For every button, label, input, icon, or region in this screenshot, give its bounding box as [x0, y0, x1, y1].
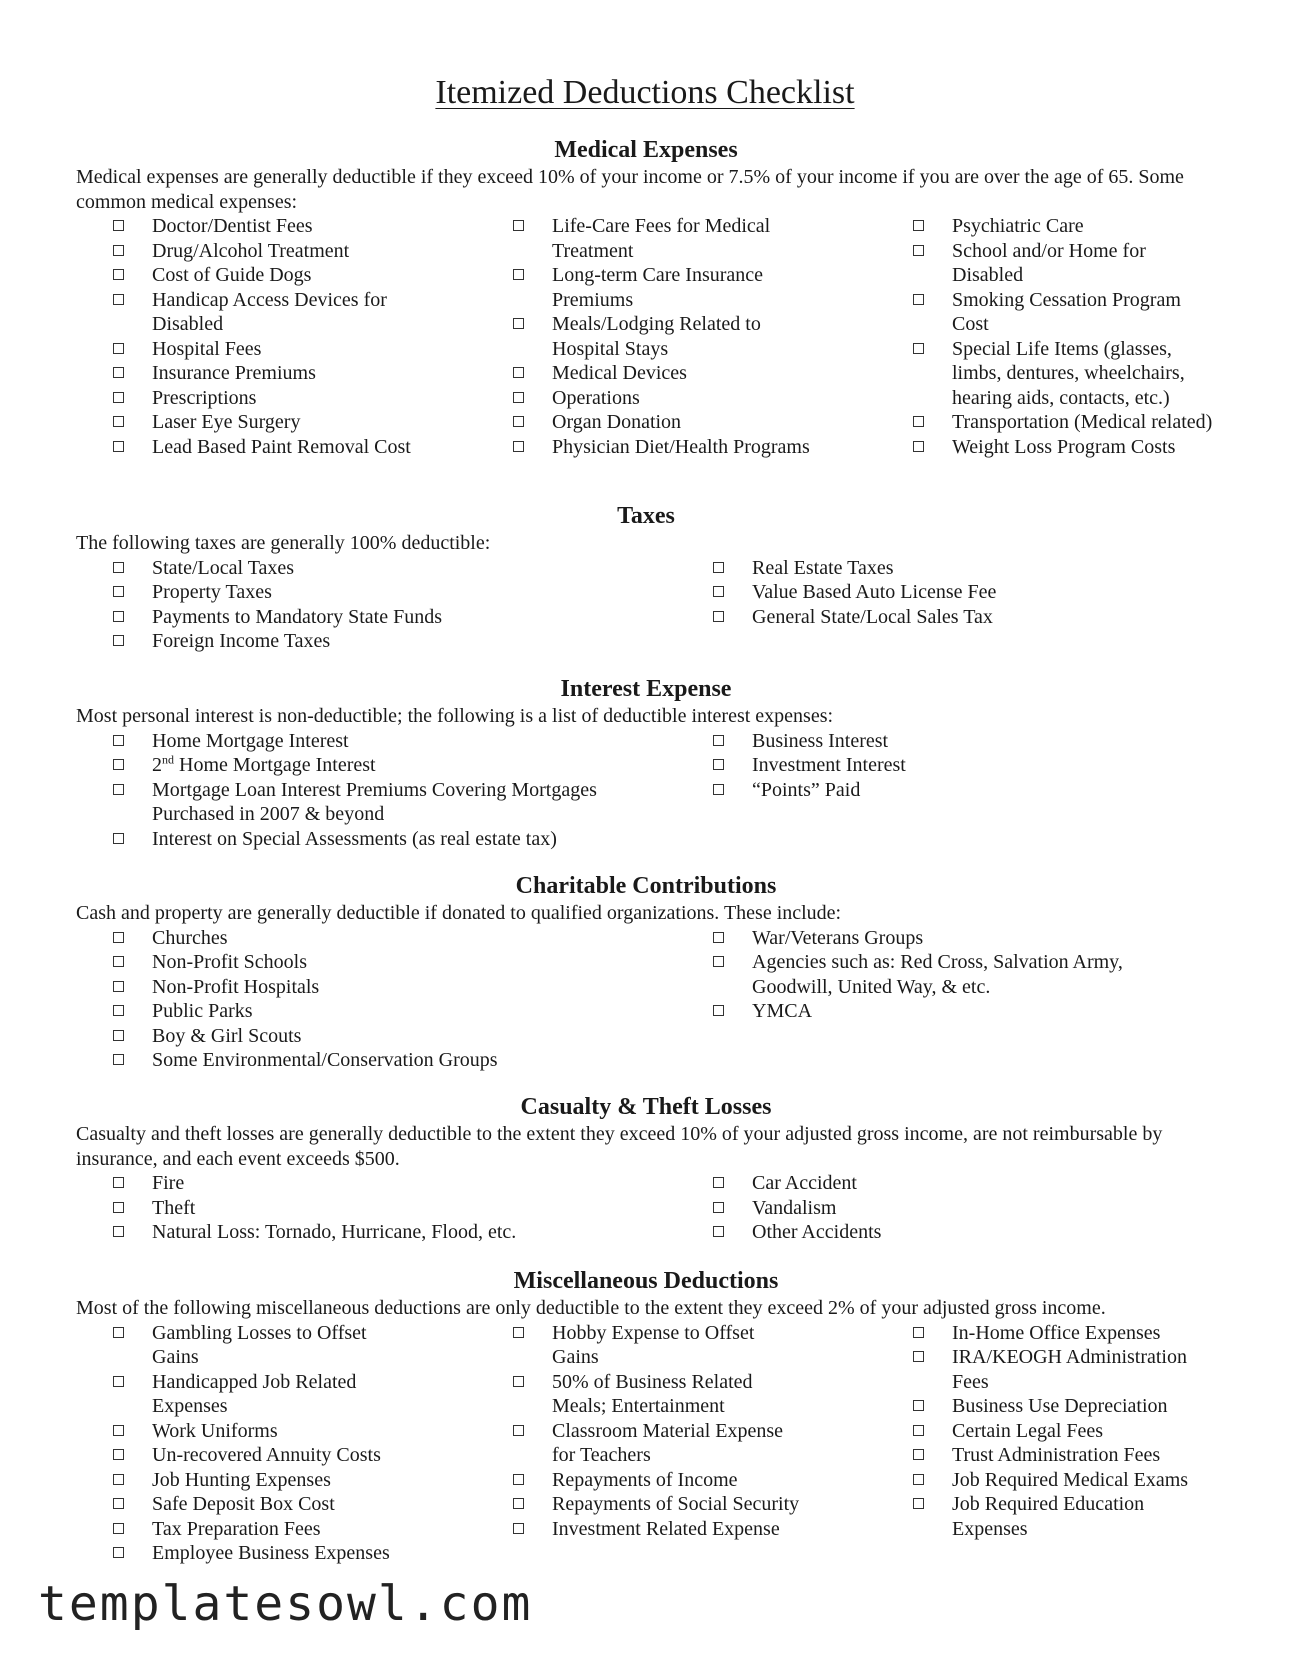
checklist-item[interactable]	[76, 778, 612, 827]
checkbox-icon[interactable]	[513, 318, 524, 329]
checklist-item[interactable]	[476, 1468, 802, 1493]
checklist-item[interactable]	[876, 1321, 1216, 1346]
checklist-item-label: Meals/Lodging Related to Hospital Stays	[552, 313, 761, 360]
checklist-item[interactable]	[76, 263, 462, 288]
checklist-item-label: Fire	[152, 1172, 185, 1194]
checklist-item[interactable]	[76, 753, 612, 778]
checkbox-icon[interactable]	[113, 367, 124, 378]
checkbox-icon[interactable]	[913, 441, 924, 452]
checklist-item-label: Investment Interest	[752, 754, 906, 776]
checklist-item-label: IRA/KEOGH Administration Fees	[952, 1346, 1187, 1393]
section-intro: Cash and property are generally deductible if donated to qualified organizations. These include:	[76, 902, 842, 924]
checkbox-icon[interactable]	[113, 635, 124, 646]
checkbox-icon[interactable]	[113, 1547, 124, 1558]
checkbox-icon[interactable]	[713, 562, 724, 573]
checklist-item-label: Operations	[552, 386, 640, 409]
checklist-item[interactable]	[76, 629, 672, 654]
checkbox-icon[interactable]	[513, 1327, 524, 1338]
checklist-item[interactable]	[476, 1321, 802, 1370]
checkbox-icon[interactable]	[113, 611, 124, 622]
checklist-item-label: State/Local Taxes	[152, 556, 295, 579]
checklist	[76, 214, 1216, 480]
checklist-item[interactable]	[476, 1492, 802, 1517]
checkbox-icon[interactable]	[513, 1498, 524, 1509]
checklist-item[interactable]	[476, 410, 822, 435]
checklist-item-label: Tax Preparation Fees	[152, 1517, 321, 1540]
checklist-item[interactable]	[476, 312, 822, 361]
checklist-item[interactable]	[76, 1492, 392, 1517]
section-taxes	[76, 501, 1216, 654]
checklist-item-label: Handicapped Job Related Expenses	[152, 1370, 357, 1417]
checklist	[76, 1171, 1216, 1245]
checklist-item-label: YMCA	[752, 1000, 813, 1022]
checkbox-icon[interactable]	[713, 932, 724, 943]
checkbox-icon[interactable]	[113, 416, 124, 427]
checkbox-icon[interactable]	[513, 1474, 524, 1485]
checklist-item[interactable]	[76, 1321, 392, 1370]
checkbox-icon[interactable]	[113, 343, 124, 354]
checklist-item-label: Business Interest	[752, 729, 889, 752]
checkbox-icon[interactable]	[113, 1177, 124, 1188]
checkbox-icon[interactable]	[713, 1177, 724, 1188]
checklist-item[interactable]	[476, 1370, 802, 1419]
section-heading: Miscellaneous Deductions	[513, 1268, 779, 1294]
checklist-item[interactable]	[476, 1517, 802, 1542]
checkbox-icon[interactable]	[713, 1226, 724, 1237]
checklist-item-label: Insurance Premiums	[152, 362, 316, 384]
checklist-item[interactable]	[676, 753, 1212, 778]
checkbox-icon[interactable]	[113, 220, 124, 231]
checklist-item[interactable]	[76, 999, 672, 1024]
checklist-item[interactable]	[76, 729, 612, 754]
checkbox-icon[interactable]	[913, 1400, 924, 1411]
checklist-item[interactable]	[76, 827, 612, 852]
section-heading: Medical Expenses	[554, 137, 738, 163]
checklist-item[interactable]	[76, 1443, 392, 1468]
checkbox-icon[interactable]	[113, 245, 124, 256]
checklist-item-label: Job Required Medical Exams	[952, 1468, 1189, 1491]
checklist-item[interactable]	[76, 337, 462, 362]
checkbox-icon[interactable]	[113, 1425, 124, 1436]
checklist-item-label: General State/Local Sales Tax	[752, 605, 993, 628]
section-miscellaneous-deductions	[76, 1266, 1216, 1566]
checklist-item-label: Organ Donation	[552, 411, 682, 433]
checklist-item[interactable]	[76, 950, 672, 975]
checklist-item[interactable]	[76, 288, 462, 337]
checklist-item[interactable]	[76, 1196, 672, 1221]
checklist-item-label: Non-Profit Hospitals	[152, 975, 320, 998]
checkbox-icon[interactable]	[113, 833, 124, 844]
checkbox-icon[interactable]	[713, 735, 724, 746]
checkbox-icon[interactable]	[513, 1523, 524, 1534]
checklist-item-label: Vandalism	[752, 1196, 837, 1219]
checkbox-icon[interactable]	[113, 269, 124, 280]
checklist-item[interactable]	[76, 1048, 672, 1073]
checklist-item[interactable]	[76, 556, 672, 581]
section-intro: Medical expenses are generally deductible if they exceed 10% of your income or 7.5% of your income if you are over the age of 65. Some common medical expenses:	[76, 166, 1184, 213]
checklist-item-label: Prescriptions	[152, 386, 257, 409]
section-heading: Interest Expense	[560, 676, 732, 702]
checklist-item-label: Lead Based Paint Removal Cost	[152, 435, 411, 458]
checklist	[76, 729, 1216, 851]
checklist-item-label: Hospital Fees	[152, 337, 262, 360]
checkbox-icon[interactable]	[713, 784, 724, 795]
checkbox-icon[interactable]	[913, 1351, 924, 1362]
checkbox-icon[interactable]	[913, 1474, 924, 1485]
checkbox-icon[interactable]	[113, 1449, 124, 1460]
checklist-item[interactable]	[76, 1171, 672, 1196]
checklist-item-label: Transportation (Medical related)	[952, 411, 1213, 433]
section-intro: Casualty and theft losses are generally deductible to the extent they exceed 10% of your adjusted gross income, are not reimbursable by insurance, and each event exceeds $500.	[76, 1123, 1163, 1170]
checkbox-icon[interactable]	[913, 416, 924, 427]
checklist-item[interactable]	[876, 435, 1216, 460]
checklist-item-label: Smoking Cessation Program Cost	[952, 288, 1181, 335]
checklist-item-label: Agencies such as: Red Cross, Salvation Army, Goodwill, United Way, & etc.	[752, 951, 1123, 998]
checklist-item[interactable]	[876, 1419, 1216, 1444]
checklist-item-label: 50% of Business Related Meals; Entertainment	[552, 1370, 753, 1417]
checklist-item-label: Theft	[152, 1196, 196, 1219]
checklist	[76, 926, 1216, 1073]
checkbox-icon[interactable]	[113, 1498, 124, 1509]
checklist	[76, 1321, 1216, 1566]
checklist-item[interactable]	[676, 556, 1212, 581]
checklist-item[interactable]	[76, 1370, 392, 1419]
checklist-item-label: Public Parks	[152, 1000, 253, 1022]
checkbox-icon[interactable]	[113, 562, 124, 573]
section-intro: The following taxes are generally 100% deductible:	[76, 532, 491, 554]
checklist-item-label: Business Use Depreciation	[952, 1395, 1168, 1417]
section-medical-expenses	[76, 135, 1216, 480]
section-heading: Charitable Contributions	[515, 873, 777, 899]
checklist-item[interactable]	[876, 1443, 1216, 1468]
checklist-item[interactable]	[476, 361, 822, 386]
checklist-item[interactable]	[476, 435, 822, 460]
checklist-item-label: Natural Loss: Tornado, Hurricane, Flood, etc.	[152, 1221, 517, 1243]
checkbox-icon[interactable]	[713, 956, 724, 967]
checklist-item-label: Doctor/Dentist Fees	[152, 215, 313, 237]
checklist-item[interactable]	[876, 1492, 1216, 1541]
checklist-item-label: Trust Administration Fees	[952, 1444, 1161, 1466]
checklist-item-label: Job Required Education Expenses	[952, 1493, 1145, 1540]
checklist	[76, 556, 1216, 654]
checklist-item[interactable]	[476, 386, 822, 411]
section-casualty-theft-losses	[76, 1092, 1216, 1245]
checkbox-icon[interactable]	[513, 367, 524, 378]
checklist-item[interactable]	[876, 410, 1216, 435]
checklist-item[interactable]	[876, 214, 1216, 239]
checklist-item[interactable]	[676, 950, 1162, 999]
watermark-text: templatesowl.com	[38, 1576, 533, 1632]
checkbox-icon[interactable]	[113, 784, 124, 795]
checkbox-icon[interactable]	[113, 1054, 124, 1065]
checklist-item-label: Car Accident	[752, 1172, 857, 1194]
checklist-item[interactable]	[676, 1220, 1212, 1245]
checklist-item-label: Real Estate Taxes	[752, 556, 894, 579]
checklist-item-label: War/Veterans Groups	[752, 926, 924, 949]
checklist-item-label: Employee Business Expenses	[152, 1542, 390, 1564]
checklist-item[interactable]	[76, 1517, 392, 1542]
checkbox-icon[interactable]	[713, 586, 724, 597]
checklist-item-label: Payments to Mandatory State Funds	[152, 605, 442, 628]
checkbox-icon[interactable]	[513, 220, 524, 231]
checkbox-icon[interactable]	[113, 1327, 124, 1338]
checklist-item[interactable]	[876, 288, 1216, 337]
checklist-item-label: Un-recovered Annuity Costs	[152, 1444, 381, 1466]
page-title: Itemized Deductions Checklist	[435, 74, 855, 111]
checklist-item-label: Job Hunting Expenses	[152, 1468, 331, 1491]
checklist-item-label: Classroom Material Expense for Teachers	[552, 1419, 784, 1466]
checklist-item-label: Laser Eye Surgery	[152, 411, 301, 433]
section-charitable-contributions	[76, 871, 1216, 1073]
checklist-item[interactable]	[76, 410, 462, 435]
checklist-item[interactable]	[676, 605, 1212, 630]
checkbox-icon[interactable]	[113, 1474, 124, 1485]
section-heading: Casualty & Theft Losses	[520, 1094, 772, 1120]
checklist-item[interactable]	[676, 1171, 1212, 1196]
checkbox-icon[interactable]	[113, 1226, 124, 1237]
checklist-item[interactable]	[676, 778, 1212, 803]
checklist-item[interactable]	[76, 1541, 392, 1566]
checklist-item[interactable]	[76, 386, 462, 411]
checklist-item-label: In-Home Office Expenses	[952, 1321, 1161, 1344]
checklist-item-label: Cost of Guide Dogs	[152, 264, 312, 286]
checklist-item-label: Gambling Losses to Offset Gains	[152, 1321, 367, 1368]
checkbox-icon[interactable]	[713, 611, 724, 622]
checkbox-icon[interactable]	[913, 294, 924, 305]
checklist-item[interactable]	[676, 926, 1162, 951]
checkbox-icon[interactable]	[113, 759, 124, 770]
checklist-item-label: Interest on Special Assessments (as real estate tax)	[152, 827, 557, 850]
checklist-item[interactable]	[76, 239, 462, 264]
checklist-item[interactable]	[76, 580, 672, 605]
section-intro: Most of the following miscellaneous deductions are only deductible to the extent they exceed 2% of your adjusted gross income.	[76, 1297, 1106, 1319]
checklist-item[interactable]	[876, 1394, 1216, 1419]
checklist-item-label: Drug/Alcohol Treatment	[152, 239, 350, 262]
checklist-item-label: Other Accidents	[752, 1221, 882, 1243]
checkbox-icon[interactable]	[113, 441, 124, 452]
checkbox-icon[interactable]	[713, 1202, 724, 1213]
checklist-item-label: Mortgage Loan Interest Premiums Covering Mortgages Purchased in 2007 & beyond	[152, 778, 597, 825]
checklist-item-label: School and/or Home for Disabled	[952, 239, 1146, 286]
checklist-item-label: Value Based Auto License Fee	[752, 581, 997, 603]
checklist-item[interactable]	[76, 605, 672, 630]
checklist-item[interactable]	[876, 1345, 1216, 1394]
checklist-item-label: Special Life Items (glasses, limbs, dentures, wheelchairs, hearing aids, contacts, etc.)	[952, 337, 1185, 409]
checkbox-icon[interactable]	[113, 1523, 124, 1534]
checkbox-icon[interactable]	[113, 981, 124, 992]
checkbox-icon[interactable]	[913, 1449, 924, 1460]
checklist-item-label: Medical Devices	[552, 362, 687, 384]
checkbox-icon[interactable]	[113, 392, 124, 403]
checkbox-icon[interactable]	[513, 1425, 524, 1436]
checklist-item[interactable]	[876, 239, 1216, 288]
checkbox-icon[interactable]	[113, 1005, 124, 1016]
checklist-item[interactable]	[76, 975, 672, 1000]
checklist-item[interactable]	[676, 729, 1212, 754]
checkbox-icon[interactable]	[513, 441, 524, 452]
checkbox-icon[interactable]	[913, 245, 924, 256]
checklist-item-label: Hobby Expense to Offset Gains	[552, 1321, 755, 1368]
checklist-item[interactable]	[476, 263, 822, 312]
checklist-item-label: Weight Loss Program Costs	[952, 435, 1176, 458]
checklist-item-label: Repayments of Social Security	[552, 1493, 800, 1515]
checklist-item-label: Property Taxes	[152, 581, 272, 603]
checkbox-icon[interactable]	[513, 416, 524, 427]
checkbox-icon[interactable]	[113, 956, 124, 967]
checklist-item[interactable]	[476, 1419, 802, 1468]
checklist-item-label: Repayments of Income	[552, 1468, 738, 1491]
checkbox-icon[interactable]	[113, 1376, 124, 1387]
checkbox-icon[interactable]	[713, 1005, 724, 1016]
checklist-item-label: Handicap Access Devices for Disabled	[152, 288, 387, 335]
checkbox-icon[interactable]	[913, 220, 924, 231]
checklist-item[interactable]	[76, 1220, 672, 1245]
checkbox-icon[interactable]	[113, 1202, 124, 1213]
checklist-item-label: Foreign Income Taxes	[152, 630, 331, 652]
checklist-item-label: Some Environmental/Conservation Groups	[152, 1049, 498, 1071]
checklist-item[interactable]	[76, 361, 462, 386]
checklist-item-label: Work Uniforms	[152, 1419, 278, 1442]
checklist-item-label: Boy & Girl Scouts	[152, 1024, 302, 1047]
checkbox-icon[interactable]	[113, 1030, 124, 1041]
checklist-item-label: Physician Diet/Health Programs	[552, 435, 810, 458]
checkbox-icon[interactable]	[713, 759, 724, 770]
section-intro: Most personal interest is non-deductible; the following is a list of deductible interest expenses:	[76, 705, 834, 727]
checklist-item[interactable]	[676, 1196, 1212, 1221]
checkbox-icon[interactable]	[913, 1498, 924, 1509]
checkbox-icon[interactable]	[113, 932, 124, 943]
checklist-item-label: Long-term Care Insurance Premiums	[552, 264, 764, 311]
checklist-item[interactable]	[676, 580, 1212, 605]
checklist-item[interactable]	[76, 1024, 672, 1049]
checklist-item-label: Non-Profit Schools	[152, 951, 307, 973]
checklist-item-label: Churches	[152, 926, 228, 949]
checklist-item-label: “Points” Paid	[752, 778, 861, 801]
checklist-item[interactable]	[76, 435, 462, 460]
checkbox-icon[interactable]	[913, 1425, 924, 1436]
checklist-item[interactable]	[76, 926, 672, 951]
checkbox-icon[interactable]	[113, 586, 124, 597]
checklist-item[interactable]	[676, 999, 1162, 1024]
section-interest-expense	[76, 674, 1216, 851]
checklist-item-label: Investment Related Expense	[552, 1517, 780, 1540]
checklist-item-label: Psychiatric Care	[952, 215, 1084, 237]
checklist-item[interactable]	[476, 214, 822, 263]
checklist-item-label: Safe Deposit Box Cost	[152, 1493, 335, 1515]
checklist-item-label: Home Mortgage Interest	[152, 729, 349, 752]
checklist-item[interactable]	[76, 1419, 392, 1444]
checkbox-icon[interactable]	[113, 735, 124, 746]
checklist-item[interactable]	[76, 1468, 392, 1493]
checklist-item-label: Life-Care Fees for Medical Treatment	[552, 215, 771, 262]
checkbox-icon[interactable]	[513, 1376, 524, 1387]
section-heading: Taxes	[617, 503, 675, 529]
checkbox-icon[interactable]	[113, 294, 124, 305]
checklist-item-label: Certain Legal Fees	[952, 1419, 1104, 1442]
checklist-item[interactable]	[876, 1468, 1216, 1493]
checkbox-icon[interactable]	[513, 269, 524, 280]
checkbox-icon[interactable]	[913, 1327, 924, 1338]
checkbox-icon[interactable]	[513, 392, 524, 403]
checkbox-icon[interactable]	[913, 343, 924, 354]
checklist-item[interactable]	[876, 337, 1216, 411]
checklist-item[interactable]	[76, 214, 462, 239]
checklist-item-label: 2nd Home Mortgage Interest	[152, 752, 376, 776]
